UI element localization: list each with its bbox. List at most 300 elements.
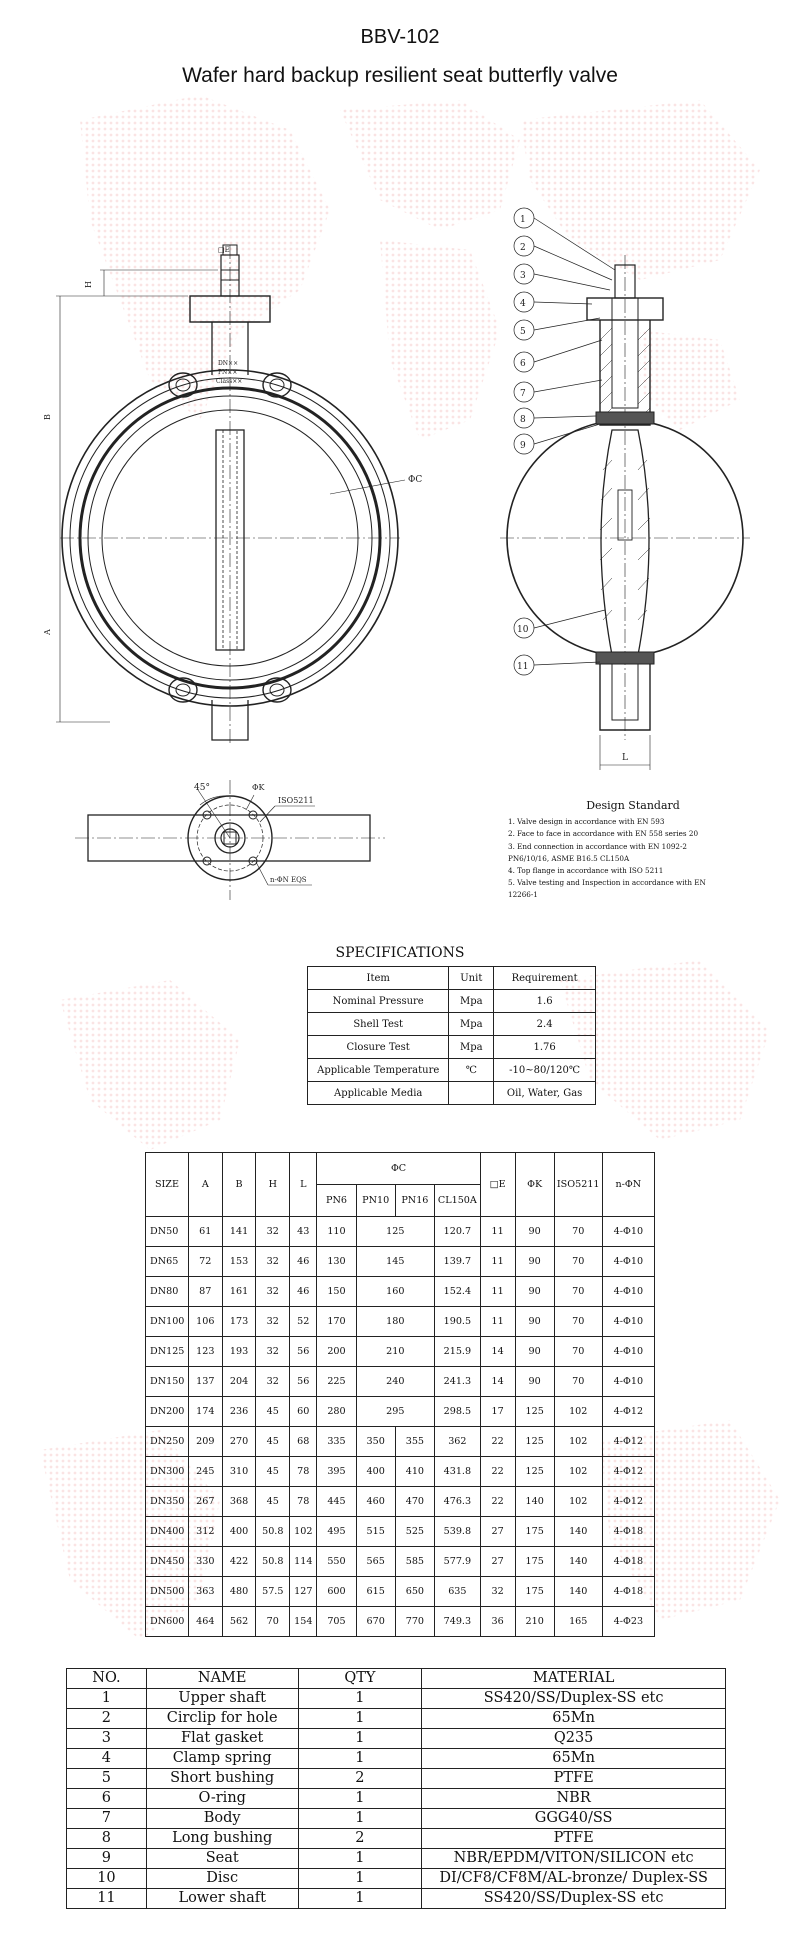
- table-row: [146, 1457, 655, 1487]
- cell: DN100: [146, 1307, 189, 1337]
- cell: 1: [298, 1749, 422, 1769]
- table-row: [146, 1337, 655, 1367]
- cell: 165: [554, 1607, 602, 1637]
- cell: 2: [67, 1709, 147, 1729]
- cell: 4-Φ10: [602, 1367, 654, 1397]
- cell: Q235: [422, 1729, 726, 1749]
- cell: 350: [356, 1427, 395, 1457]
- cell: 515: [356, 1517, 395, 1547]
- cell: Long bushing: [146, 1829, 298, 1849]
- cell: 106: [188, 1307, 222, 1337]
- cell: 14: [480, 1337, 515, 1367]
- cell: 120.7: [434, 1217, 480, 1247]
- cell: 140: [554, 1517, 602, 1547]
- cell: 355: [395, 1427, 434, 1457]
- table-row: [146, 1547, 655, 1577]
- header-cell: ΦK: [515, 1153, 554, 1217]
- cell: 139.7: [434, 1247, 480, 1277]
- cell: 335: [317, 1427, 356, 1457]
- cell: 68: [290, 1427, 317, 1457]
- cell: 11: [480, 1247, 515, 1277]
- part-callouts: [514, 208, 615, 675]
- table-row: [146, 1487, 655, 1517]
- dimensions-table: [145, 1152, 655, 1637]
- cell: 280: [317, 1397, 356, 1427]
- design-standard-line: 2. Face to face in accordance with EN 558 series 20: [508, 829, 699, 839]
- svg-text:DN××: DN××: [218, 360, 239, 367]
- cell: 175: [515, 1547, 554, 1577]
- design-standard-line: 4. Top flange in accordance with ISO 5211: [508, 866, 664, 876]
- cell: 363: [188, 1577, 222, 1607]
- cell: 90: [515, 1217, 554, 1247]
- cell: 90: [515, 1367, 554, 1397]
- cell: 70: [554, 1367, 602, 1397]
- cell: 362: [434, 1427, 480, 1457]
- cell: 4-Φ12: [602, 1487, 654, 1517]
- cell: DN65: [146, 1247, 189, 1277]
- cell: Short bushing: [146, 1769, 298, 1789]
- cell: NBR: [422, 1789, 726, 1809]
- table-row: [146, 1277, 655, 1307]
- cell: 422: [222, 1547, 256, 1577]
- cell: 170: [317, 1307, 356, 1337]
- cell: 267: [188, 1487, 222, 1517]
- cell: DN500: [146, 1577, 189, 1607]
- cell: DN450: [146, 1547, 189, 1577]
- cell: 3: [67, 1729, 147, 1749]
- cell: 90: [515, 1247, 554, 1277]
- cell: PTFE: [422, 1829, 726, 1849]
- table-row: [67, 1869, 726, 1889]
- table-row: [146, 1307, 655, 1337]
- callout-8: 8: [520, 415, 526, 425]
- cell: 445: [317, 1487, 356, 1517]
- cell: 173: [222, 1307, 256, 1337]
- cell: 125: [515, 1457, 554, 1487]
- cell: 102: [290, 1517, 317, 1547]
- cell: 209: [188, 1427, 222, 1457]
- table-row: [146, 1427, 655, 1457]
- cell: 70: [554, 1217, 602, 1247]
- cell: 90: [515, 1337, 554, 1367]
- cell: 46: [290, 1277, 317, 1307]
- cell: 476.3: [434, 1487, 480, 1517]
- cell: 60: [290, 1397, 317, 1427]
- cell: Flat gasket: [146, 1729, 298, 1749]
- header-cell: QTY: [298, 1669, 422, 1689]
- cell: 123: [188, 1337, 222, 1367]
- cell: 1.76: [494, 1036, 596, 1059]
- cell: 78: [290, 1457, 317, 1487]
- header-cell: ISO5211: [554, 1153, 602, 1217]
- cell: 295: [356, 1397, 434, 1427]
- cell: 10: [67, 1869, 147, 1889]
- cell: 70: [256, 1607, 290, 1637]
- cell: 137: [188, 1367, 222, 1397]
- table-row: [67, 1729, 726, 1749]
- cell: Oil, Water, Gas: [494, 1082, 596, 1105]
- cell: 125: [515, 1397, 554, 1427]
- cell: 61: [188, 1217, 222, 1247]
- cell: 45: [256, 1397, 290, 1427]
- cell: 70: [554, 1307, 602, 1337]
- cell: 140: [554, 1547, 602, 1577]
- cell: 161: [222, 1277, 256, 1307]
- cell: 1: [298, 1889, 422, 1909]
- cell: DN125: [146, 1337, 189, 1367]
- cell: 70: [554, 1247, 602, 1277]
- cell: Shell Test: [308, 1013, 449, 1036]
- cell: 298.5: [434, 1397, 480, 1427]
- header-cell: NO.: [67, 1669, 147, 1689]
- cell: 431.8: [434, 1457, 480, 1487]
- cell: 22: [480, 1487, 515, 1517]
- cell: 749.3: [434, 1607, 480, 1637]
- cell: 4-Φ10: [602, 1337, 654, 1367]
- cell: 6: [67, 1789, 147, 1809]
- design-standard-line: 3. End connection in accordance with EN 1092-2: [508, 841, 687, 851]
- cell: 4-Φ10: [602, 1217, 654, 1247]
- cell: 140: [515, 1487, 554, 1517]
- cell: 22: [480, 1457, 515, 1487]
- cell: 5: [67, 1769, 147, 1789]
- iso-label: ISO5211: [278, 796, 314, 805]
- cell: 464: [188, 1607, 222, 1637]
- cell: 45: [256, 1487, 290, 1517]
- cell: 210: [356, 1337, 434, 1367]
- table-row: [308, 1013, 596, 1036]
- cell: 215.9: [434, 1337, 480, 1367]
- cell: DN80: [146, 1277, 189, 1307]
- table-row: [146, 1247, 655, 1277]
- cell: DN250: [146, 1427, 189, 1457]
- cell: 650: [395, 1577, 434, 1607]
- cell: 32: [256, 1367, 290, 1397]
- cell: SS420/SS/Duplex-SS etc: [422, 1689, 726, 1709]
- cell: 2.4: [494, 1013, 596, 1036]
- cell: 635: [434, 1577, 480, 1607]
- cell: 140: [554, 1577, 602, 1607]
- table-row: [146, 1577, 655, 1607]
- table-row: [146, 1607, 655, 1637]
- table-row: [308, 1082, 596, 1105]
- cell: 52: [290, 1307, 317, 1337]
- header-cell: L: [290, 1153, 317, 1217]
- cell: 245: [188, 1457, 222, 1487]
- callout-6: 6: [520, 359, 526, 369]
- cell: 32: [256, 1307, 290, 1337]
- cell: 1.6: [494, 990, 596, 1013]
- cell: 1: [298, 1809, 422, 1829]
- cell: Applicable Media: [308, 1082, 449, 1105]
- cell: 562: [222, 1607, 256, 1637]
- design-standard-line: 5. Valve testing and Inspection in accordance with EN: [508, 878, 706, 888]
- top-view: [75, 780, 385, 900]
- header-cell: CL150A: [434, 1185, 480, 1217]
- cell: 368: [222, 1487, 256, 1517]
- cell: 480: [222, 1577, 256, 1607]
- table-row: [67, 1829, 726, 1849]
- table-row: [146, 1367, 655, 1397]
- cell: 2: [298, 1769, 422, 1789]
- cell: 1: [298, 1789, 422, 1809]
- cell: 27: [480, 1517, 515, 1547]
- cell: 1: [67, 1689, 147, 1709]
- cell: Upper shaft: [146, 1689, 298, 1709]
- cell: 600: [317, 1577, 356, 1607]
- cell: 130: [317, 1247, 356, 1277]
- cell: Mpa: [449, 990, 494, 1013]
- cell: 1: [298, 1689, 422, 1709]
- cell: 90: [515, 1307, 554, 1337]
- cell: 22: [480, 1427, 515, 1457]
- header-cell: Unit: [449, 967, 494, 990]
- cell: 56: [290, 1367, 317, 1397]
- svg-text:Class××: Class××: [216, 378, 243, 385]
- dim-label-k: ΦK: [252, 783, 265, 792]
- header-cell: □E: [480, 1153, 515, 1217]
- cell: 460: [356, 1487, 395, 1517]
- dim-label-h: H: [84, 281, 93, 288]
- cell: 32: [480, 1577, 515, 1607]
- cell: ℃: [449, 1059, 494, 1082]
- callout-1: 1: [520, 215, 526, 225]
- specifications-caption: SPECIFICATIONS: [335, 945, 465, 961]
- cell: DN50: [146, 1217, 189, 1247]
- cell: DN350: [146, 1487, 189, 1517]
- cell: 4-Φ10: [602, 1307, 654, 1337]
- cell: 312: [188, 1517, 222, 1547]
- table-row: [308, 1036, 596, 1059]
- header-cell: NAME: [146, 1669, 298, 1689]
- cell: 525: [395, 1517, 434, 1547]
- header-cell: H: [256, 1153, 290, 1217]
- cell: 70: [554, 1337, 602, 1367]
- cell: 395: [317, 1457, 356, 1487]
- cell: SS420/SS/Duplex-SS etc: [422, 1889, 726, 1909]
- cell: DN300: [146, 1457, 189, 1487]
- cell: Mpa: [449, 1036, 494, 1059]
- cell: 615: [356, 1577, 395, 1607]
- cell: 11: [67, 1889, 147, 1909]
- table-row: [67, 1809, 726, 1829]
- header-cell: MATERIAL: [422, 1669, 726, 1689]
- cell: 9: [67, 1849, 147, 1869]
- cell: DI/CF8/CF8M/AL-bronze/ Duplex-SS: [422, 1869, 726, 1889]
- cell: 102: [554, 1427, 602, 1457]
- cell: DN600: [146, 1607, 189, 1637]
- cell: Nominal Pressure: [308, 990, 449, 1013]
- cell: 56: [290, 1337, 317, 1367]
- cell: 45: [256, 1457, 290, 1487]
- cell: 770: [395, 1607, 434, 1637]
- cell: 50.8: [256, 1547, 290, 1577]
- cell: 43: [290, 1217, 317, 1247]
- cell: 46: [290, 1247, 317, 1277]
- cell: 4-Φ10: [602, 1277, 654, 1307]
- table-header-row: [146, 1153, 655, 1185]
- callout-10: 10: [517, 625, 529, 635]
- cell: [449, 1082, 494, 1105]
- cell: 174: [188, 1397, 222, 1427]
- table-header-row: [67, 1669, 726, 1689]
- cell: NBR/EPDM/VITON/SILICON etc: [422, 1849, 726, 1869]
- cell: 150: [317, 1277, 356, 1307]
- cell: 36: [480, 1607, 515, 1637]
- cell: 152.4: [434, 1277, 480, 1307]
- header-cell: PN6: [317, 1185, 356, 1217]
- callout-4: 4: [520, 299, 526, 309]
- cell: 210: [515, 1607, 554, 1637]
- cell: 32: [256, 1217, 290, 1247]
- section-view: [500, 255, 750, 770]
- cell: 4-Φ18: [602, 1547, 654, 1577]
- cell: 236: [222, 1397, 256, 1427]
- cell: Disc: [146, 1869, 298, 1889]
- cell: 400: [222, 1517, 256, 1547]
- cell: 193: [222, 1337, 256, 1367]
- cell: 17: [480, 1397, 515, 1427]
- cell: 145: [356, 1247, 434, 1277]
- dim-label-e: □E: [218, 246, 230, 254]
- callout-11: 11: [517, 662, 529, 672]
- header-cell: n-ΦN: [602, 1153, 654, 1217]
- design-standard: [508, 800, 758, 902]
- cell: 65Mn: [422, 1709, 726, 1729]
- cell: Closure Test: [308, 1036, 449, 1059]
- cell: DN150: [146, 1367, 189, 1397]
- cell: 11: [480, 1277, 515, 1307]
- cell: 175: [515, 1517, 554, 1547]
- cell: 565: [356, 1547, 395, 1577]
- cell: 585: [395, 1547, 434, 1577]
- angle-label: 45°: [194, 783, 210, 793]
- cell: 90: [515, 1277, 554, 1307]
- cell: 175: [515, 1577, 554, 1607]
- cell: 550: [317, 1547, 356, 1577]
- callout-9: 9: [520, 441, 526, 451]
- header-cell: B: [222, 1153, 256, 1217]
- table-row: [146, 1397, 655, 1427]
- cell: 127: [290, 1577, 317, 1607]
- design-standard-line: 12266-1: [508, 890, 538, 900]
- callout-7: 7: [520, 389, 526, 399]
- header-cell: SIZE: [146, 1153, 189, 1217]
- cell: 240: [356, 1367, 434, 1397]
- cell: 153: [222, 1247, 256, 1277]
- cell: 160: [356, 1277, 434, 1307]
- callout-5: 5: [520, 327, 526, 337]
- cell: DN200: [146, 1397, 189, 1427]
- cell: 330: [188, 1547, 222, 1577]
- cell: 72: [188, 1247, 222, 1277]
- design-standard-line: 1. Valve design in accordance with EN 593: [508, 817, 665, 827]
- cell: PTFE: [422, 1769, 726, 1789]
- cell: -10~80/120℃: [494, 1059, 596, 1082]
- cell: 241.3: [434, 1367, 480, 1397]
- header-cell: ΦC: [317, 1153, 480, 1185]
- cell: 410: [395, 1457, 434, 1487]
- cell: 32: [256, 1247, 290, 1277]
- cell: 4-Φ12: [602, 1427, 654, 1457]
- table-row: [67, 1849, 726, 1869]
- cell: 2: [298, 1829, 422, 1849]
- cell: 1: [298, 1729, 422, 1749]
- header-cell: A: [188, 1153, 222, 1217]
- cell: 4-Φ10: [602, 1247, 654, 1277]
- dim-label-b: B: [43, 414, 52, 420]
- cell: 57.5: [256, 1577, 290, 1607]
- cell: 110: [317, 1217, 356, 1247]
- cell: Lower shaft: [146, 1889, 298, 1909]
- cell: DN400: [146, 1517, 189, 1547]
- cell: Mpa: [449, 1013, 494, 1036]
- cell: 32: [256, 1277, 290, 1307]
- cell: 310: [222, 1457, 256, 1487]
- design-standard-line: PN6/10/16, ASME B16.5 CL150A: [508, 853, 630, 863]
- cell: 270: [222, 1427, 256, 1457]
- specifications-table: [307, 966, 596, 1105]
- cell: 4-Φ23: [602, 1607, 654, 1637]
- front-view: [43, 245, 422, 745]
- cell: Body: [146, 1809, 298, 1829]
- bolt-holes-label: n-ΦN EQS: [270, 876, 307, 884]
- design-standard-title: Design Standard: [586, 799, 680, 812]
- cell: 125: [356, 1217, 434, 1247]
- cell: 102: [554, 1487, 602, 1517]
- header-cell: PN10: [356, 1185, 395, 1217]
- table-row: [308, 990, 596, 1013]
- cell: 8: [67, 1829, 147, 1849]
- cell: 65Mn: [422, 1749, 726, 1769]
- cell: 78: [290, 1487, 317, 1517]
- cell: 27: [480, 1547, 515, 1577]
- cell: O-ring: [146, 1789, 298, 1809]
- cell: 4: [67, 1749, 147, 1769]
- dim-label-l: L: [622, 753, 628, 763]
- cell: GGG40/SS: [422, 1809, 726, 1829]
- cell: 102: [554, 1397, 602, 1427]
- table-row: [67, 1689, 726, 1709]
- header-cell: Item: [308, 967, 449, 990]
- cell: 114: [290, 1547, 317, 1577]
- parts-table: [66, 1668, 726, 1909]
- cell: Seat: [146, 1849, 298, 1869]
- cell: 50.8: [256, 1517, 290, 1547]
- cell: 7: [67, 1809, 147, 1829]
- cell: 670: [356, 1607, 395, 1637]
- cell: 11: [480, 1217, 515, 1247]
- cell: 200: [317, 1337, 356, 1367]
- cell: 4-Φ18: [602, 1577, 654, 1607]
- table-row: [146, 1217, 655, 1247]
- cell: 470: [395, 1487, 434, 1517]
- dim-label-c: ΦC: [408, 475, 423, 485]
- callout-2: 2: [520, 243, 526, 253]
- valve-technical-drawing: [0, 150, 800, 910]
- cell: 70: [554, 1277, 602, 1307]
- table-row: [67, 1709, 726, 1729]
- cell: 705: [317, 1607, 356, 1637]
- cell: 125: [515, 1427, 554, 1457]
- cell: 87: [188, 1277, 222, 1307]
- cell: 190.5: [434, 1307, 480, 1337]
- table-row: [67, 1789, 726, 1809]
- product-code: BBV-102: [360, 26, 440, 48]
- header-cell: PN16: [395, 1185, 434, 1217]
- cell: 180: [356, 1307, 434, 1337]
- dim-label-a: A: [43, 629, 52, 635]
